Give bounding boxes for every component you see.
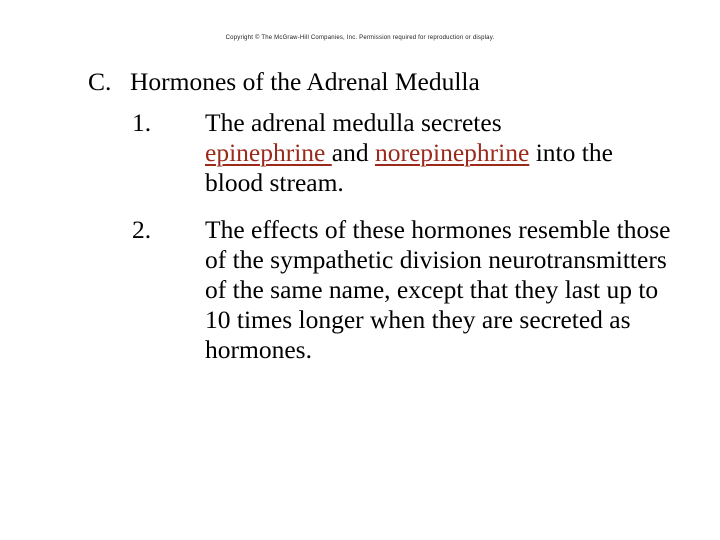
term-epinephrine: epinephrine [205,138,332,167]
term-norepinephrine: norepinephrine [374,138,530,167]
list-item-number: 1. [132,108,152,137]
section-letter: C. [88,67,112,96]
list-item-number: 2. [132,215,152,244]
copyright-notice: Copyright © The McGraw-Hill Companies, Inc. Permission required for reproduction or display. [225,35,495,41]
list-item-text [205,108,675,198]
section-title: Hormones of the Adrenal Medulla [130,67,480,96]
list-item-text: The effects of these hormones resemble those of the sympathetic division neurotransmitters of the same name, except that they last up to 10 times longer when they are secreted as hormones. [205,215,671,364]
connector-text: and [331,138,375,167]
list-item-line: The adrenal medulla secretes [205,108,502,137]
list-item-line: blood stream. [205,168,344,197]
list-item-line [205,138,675,168]
section-heading [88,66,480,98]
connector-text: into the [529,138,613,167]
